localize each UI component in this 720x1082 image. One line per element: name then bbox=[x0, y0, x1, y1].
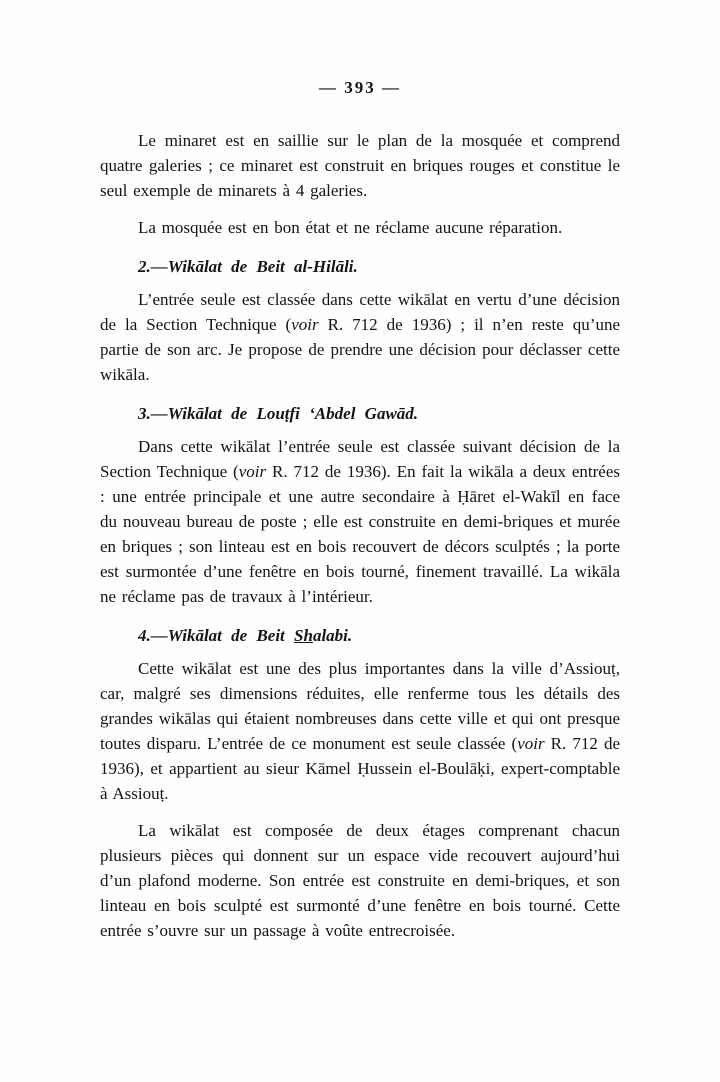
section-heading-wikalat-loutfi-abdel-gawad: 3.—Wikālat de Louṭfi ‘Abdel Gawād. bbox=[138, 404, 419, 423]
paragraph-mosquee-etat: La mosquée est en bon état et ne réclame aucune réparation. bbox=[138, 218, 563, 237]
paragraph-beit-al-hilali: L’entrée seule est classée dans cette wikālat en vertu d’une décision de la Section Technique (voir R. 712 de 1936) ; il n’en reste qu’une partie de son arc. Je propose de prendre une décision pour déclasser cette wikāla. bbox=[100, 290, 621, 384]
paragraph-minaret: Le minaret est en saillie sur le plan de la mosquée et comprend quatre galeries ; ce minaret est construit en briques rouges et constitue le seul exemple de minarets à 4 galeries. bbox=[100, 131, 620, 200]
section-heading-wikalat-beit-al-hilali: 2.—Wikālat de Beit al-Hilāli. bbox=[138, 257, 358, 276]
paragraph-beit-shalabi-1: Cette wikālat est une des plus importantes dans la ville d’Assiouṭ, car, malgré ses dimensions réduites, elle renferme tous les détails des grandes wikālas qui étaient nombreuses dans cette ville et qui ont presque toutes disparu. L’entrée de ce monument est seule classée (voir R. 712 de 1936), et appartient au sieur Kāmel Ḥussein el-Boulāḳi, expert-comptable à Assiouṭ. bbox=[100, 659, 621, 803]
section-heading-wikalat-beit-shalabi: 4.—Wikālat de Beit Shalabi. bbox=[138, 626, 353, 645]
paragraph-beit-shalabi-2: La wikālat est composée de deux étages comprenant chacun plusieurs pièces qui donnent sur un espace vide recouvert aujourd’hui d’un plafond moderne. Son entrée est construite en demi-briques, et son linteau en bois sculpté est surmonté d’une fenêtre en bois tourné. Cette entrée s’ouvre sur un passage à voûte entrecroisée. bbox=[100, 821, 620, 940]
paragraph-loutfi-abdel-gawad: Dans cette wikālat l’entrée seule est classée suivant décision de la Section Technique (voir R. 712 de 1936). En fait la wikāla a deux entrées : une entrée principale et une autre secondaire à Ḥāret el-Wakīl en face du nouveau bureau de poste ; elle est construite en demi-briques et murée en briques ; son linteau est en bois recouvert de décors sculptés ; la porte est surmontée d’une fenêtre en bois tourné, finement travaillé. La wikāla ne réclame pas de travaux à l’intérieur. bbox=[100, 437, 620, 606]
page-number: — 393 — bbox=[319, 78, 401, 97]
